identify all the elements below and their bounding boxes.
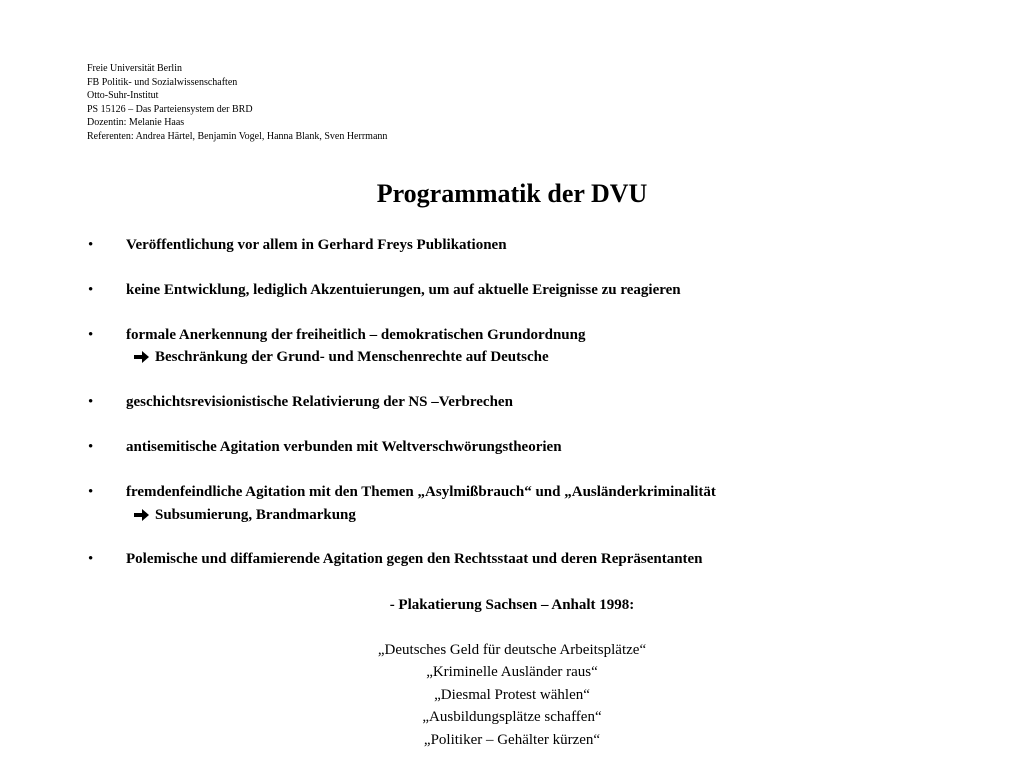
header-department: FB Politik- und Sozialwissenschaften <box>87 76 238 88</box>
slogan-line: „Politiker – Gehälter kürzen“ <box>423 732 601 748</box>
bullet-marker: • <box>88 394 94 410</box>
subpoint-text: Subsumierung, Brandmarkung <box>155 507 356 523</box>
header-university: Freie Universität Berlin <box>87 63 182 74</box>
bullet-marker: • <box>88 551 94 567</box>
slogan-line: „Diesmal Protest wählen“ <box>434 687 590 703</box>
slogan-line: „Ausbildungsplätze schaffen“ <box>422 709 602 725</box>
document-header <box>87 62 387 144</box>
bullet-text: geschichtsrevisionistische Relativierung der NS –Verbrechen <box>126 394 513 410</box>
header-course: PS 15126 – Das Parteiensystem der BRD <box>87 103 253 115</box>
header-institute: Otto-Suhr-Institut <box>87 90 159 102</box>
right-arrow-icon <box>134 350 149 364</box>
slogan-line: „Kriminelle Ausländer raus“ <box>426 664 598 680</box>
bullet-marker: • <box>88 439 94 455</box>
subpoint-text: Beschränkung der Grund- und Menschenrechte auf Deutsche <box>155 349 549 365</box>
bullet-marker: • <box>88 237 94 253</box>
bullet-marker: • <box>88 327 94 343</box>
bullet-marker: • <box>88 484 94 500</box>
bullet-text: antisemitische Agitation verbunden mit Weltverschwörungstheorien <box>126 439 562 455</box>
bullet-text: formale Anerkennung der freiheitlich – demokratischen Grundordnung <box>126 327 586 343</box>
bullet-text: Polemische und diffamierende Agitation gegen den Rechtsstaat und deren Repräsentanten <box>126 551 703 567</box>
bullet-marker: • <box>88 282 94 298</box>
bullet-text: fremdenfeindliche Agitation mit den Themen „Asylmißbrauch“ und „Ausländerkriminalität <box>126 484 716 500</box>
bullet-text: Veröffentlichung vor allem in Gerhard Freys Publikationen <box>126 237 507 253</box>
slogan-line: „Deutsches Geld für deutsche Arbeitsplätze“ <box>377 642 647 658</box>
header-lecturer: Dozentin: Melanie Haas <box>87 117 185 129</box>
bullet-subpoint <box>134 505 356 525</box>
header-presenters: Referenten: Andrea Härtel, Benjamin Vogel, Hanna Blank, Sven Herrmann <box>87 130 388 142</box>
bullet-subpoint <box>134 347 549 367</box>
right-arrow-icon <box>134 508 149 522</box>
poster-heading: - Plakatierung Sachsen – Anhalt 1998: <box>389 597 635 613</box>
page-title: Programmatik der DVU <box>376 179 648 208</box>
bullet-text: keine Entwicklung, lediglich Akzentuierungen, um auf aktuelle Ereignisse zu reagieren <box>126 282 681 298</box>
